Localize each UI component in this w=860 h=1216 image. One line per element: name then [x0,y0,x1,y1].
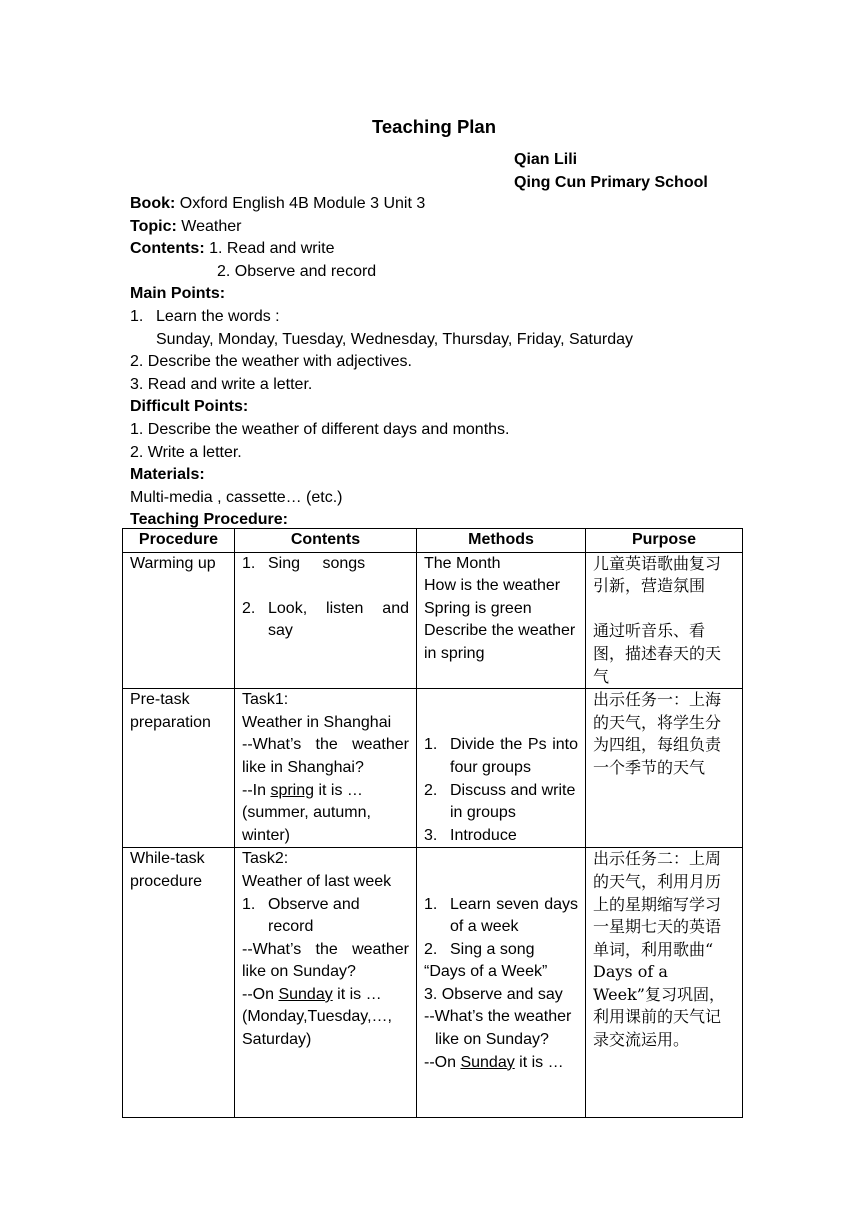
answer-prefix: --In [242,781,271,799]
item-number: 1. [242,895,256,913]
answer-suffix: it is … [514,1053,564,1071]
book-value: Oxford English 4B Module 3 Unit 3 [179,195,426,212]
task-question: --What’s the weather like in Shanghai? [242,736,409,776]
main-points-label: Main Points: [130,285,226,303]
answer-prefix: --On [242,985,279,1003]
contents-item: 1. Read and write [209,240,335,258]
answer-keyword: Sunday [460,1053,515,1071]
main-point-item: 3. Read and write a letter. [130,375,313,393]
item-number: 3. [424,826,438,844]
task-variants: (Monday,Tuesday,…, Saturday) [242,1008,392,1049]
purpose-cell: 出示任务一：上海的天气，将学生分为四组，每组负责一个季节的天气 [586,689,743,848]
answer-keyword: spring [270,781,315,799]
teaching-procedure-label: Teaching Procedure: [130,511,288,529]
item-number: 1. [242,554,256,572]
main-point-number: 1. [130,307,144,325]
main-point-item [130,306,770,329]
table-row [123,689,743,848]
contents-cell [235,848,417,1118]
song-title: “Days of a Week” [424,963,548,981]
header-procedure: Procedure [123,529,235,553]
item-number: 1. [424,736,438,754]
task-answer [242,984,409,1007]
method-question: --What’s the weather like on Sunday? [424,1008,572,1049]
contents-cell [235,552,417,689]
methods-cell [417,689,586,848]
main-point-text: Learn the words : [156,307,280,325]
author-name: Qian Lili [514,151,578,168]
method-line: The Month [424,554,501,572]
item-text: Learn seven days of a week [450,895,578,936]
purpose-text: 儿童英语歌曲复习引新，营造氛围 [593,553,722,596]
answer-keyword: Sunday [278,985,333,1003]
header-purpose: Purpose [586,529,743,553]
method-answer [424,1052,578,1075]
book-label: Book: [130,195,176,212]
book-line [130,193,770,216]
difficult-point-item: 1. Describe the weather of different days and months. [130,420,510,438]
list-item [424,780,578,825]
page-title: Teaching Plan [371,116,497,137]
difficult-point-item: 2. Write a letter. [130,443,242,461]
contents-label: Contents: [130,240,205,258]
item-text: Discuss and write in groups [450,781,576,822]
header-methods: Methods [417,529,586,553]
method-line: 3. Observe and say [424,985,563,1003]
task-title: Weather of last week [242,872,392,890]
difficult-points-label: Difficult Points: [130,398,249,416]
task-question: --What’s the weather like on Sunday? [242,940,409,981]
weekday-words: Sunday, Monday, Tuesday, Wednesday, Thursday, Friday, Saturday [156,330,633,348]
topic-value: Weather [181,217,242,235]
header-contents: Contents [235,529,417,553]
list-item [424,939,578,962]
methods-cell [417,552,586,689]
method-line: How is the weather [424,577,561,595]
procedure-cell: While-task procedure [123,848,235,1118]
list-item [424,734,578,779]
main-point-item: 2. Describe the weather with adjectives. [130,353,412,371]
procedure-cell: Pre-task preparation [123,689,235,848]
list-item [242,894,409,939]
purpose-cell: 出示任务二：上周的天气，利用月历上的星期缩写学习一星期七天的英语单词，利用歌曲“ Days of a Week”复习巩固，利用课前的天气记录交流运用。 [586,848,743,1118]
topic-line [130,216,770,239]
list-item [424,825,578,848]
purpose-cell [586,552,743,689]
materials-label: Materials: [130,466,205,484]
item-number: 2. [242,599,256,617]
procedure-table [122,528,743,1118]
contents-line [130,238,770,261]
table-row [123,552,743,689]
procedure-cell: Warming up [123,552,235,689]
answer-suffix: it is … [314,781,363,799]
task-answer [242,780,409,803]
answer-suffix: it is … [332,985,382,1003]
author-block [514,149,708,195]
materials-value: Multi-media , cassette… (etc.) [130,488,343,506]
task-variants: (summer, autumn, winter) [242,804,371,844]
item-text: Observe and record [268,895,360,936]
table-header-row [123,529,743,553]
item-number: 2. [424,940,438,958]
table-row [123,848,743,1118]
item-number: 1. [424,895,438,913]
task-label: Task2: [242,850,289,868]
purpose-text: 通过听音乐、看图，描述春天的天气 [593,621,722,686]
item-text: Divide the Ps into four groups [450,736,578,776]
contents-item: 2. Observe and record [217,262,377,280]
item-number: 2. [424,781,438,799]
method-line: Spring is green [424,599,532,617]
methods-cell [417,848,586,1118]
task-label: Task1: [242,691,289,709]
item-text: Look, listen and say [268,599,409,640]
answer-prefix: --On [424,1053,461,1071]
topic-label: Topic: [130,217,177,235]
contents-cell [235,689,417,848]
list-item [424,894,578,939]
item-text: Introduce [450,826,517,844]
plan-details [130,193,770,532]
list-item [242,553,409,576]
task-title: Weather in Shanghai [242,713,392,731]
method-line: Describe the weather in spring [424,622,576,662]
author-school: Qing Cun Primary School [514,174,708,191]
item-text: Sing a song [450,940,535,958]
item-text: Sing songs [268,554,366,572]
list-item [242,598,409,643]
